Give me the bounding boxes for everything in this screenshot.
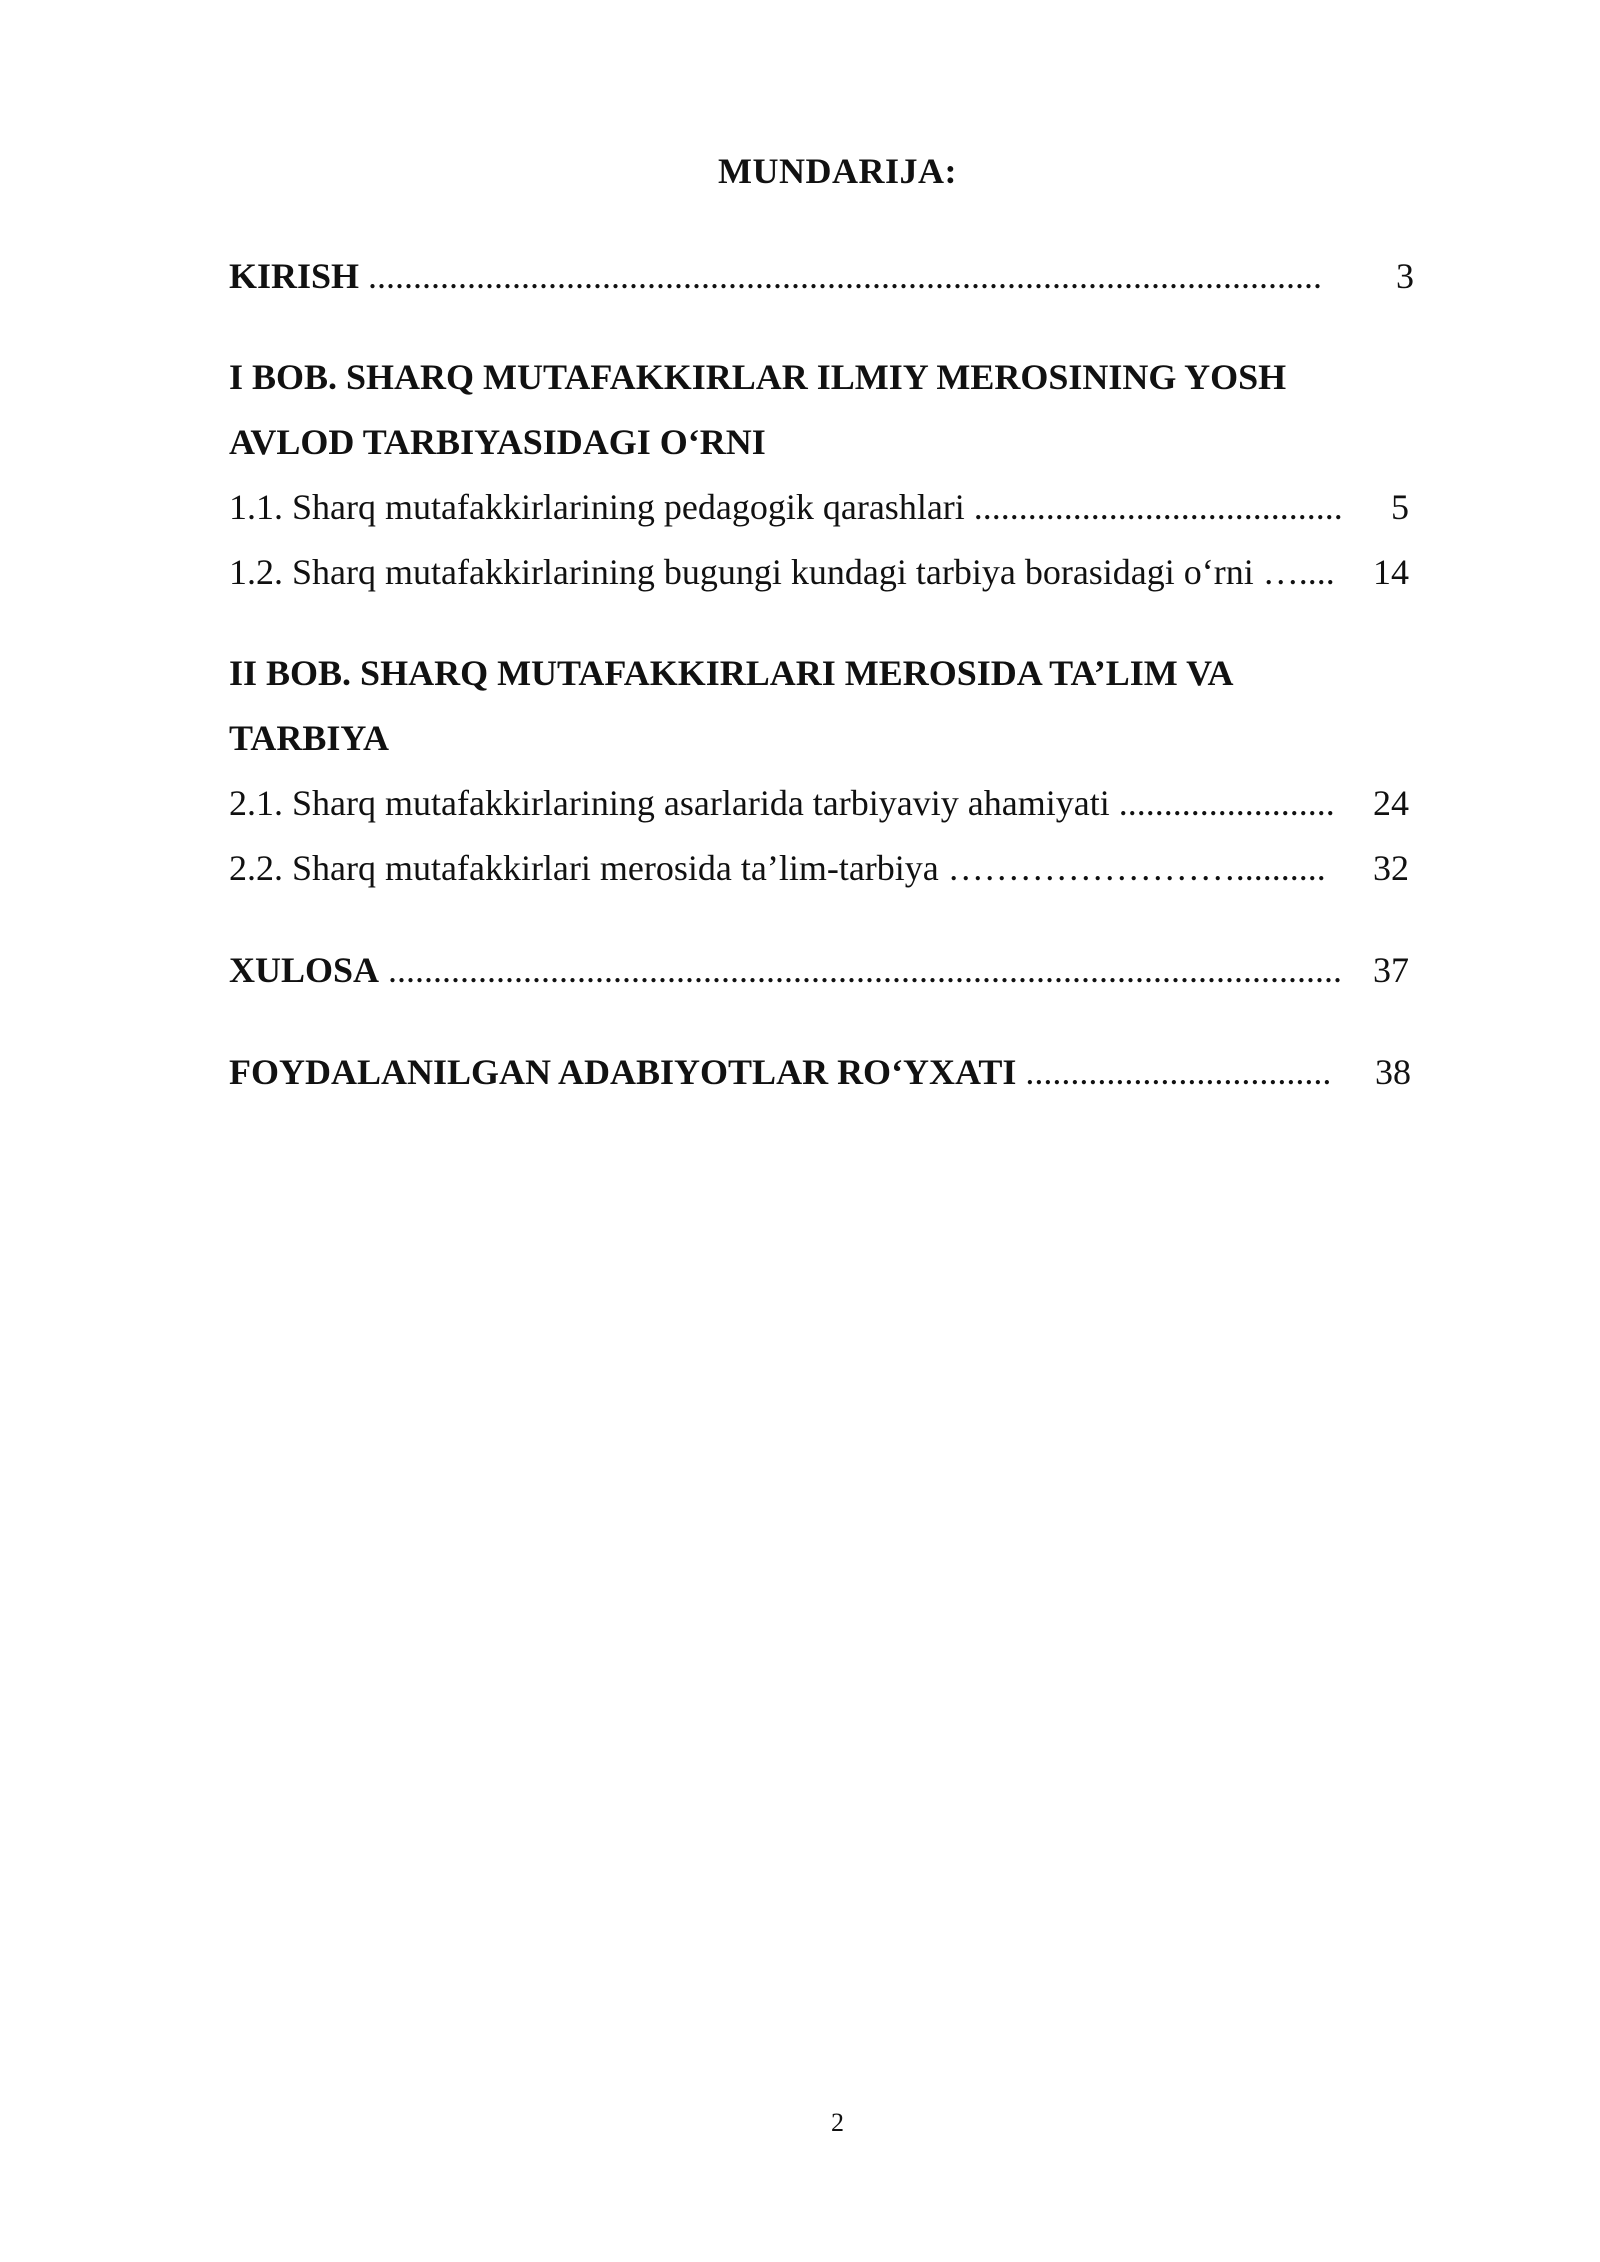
chapter-2-heading-line-1[interactable]: II BOB. SHARQ MUTAFAKKIRLARI MEROSIDA TA’LIM VA <box>229 653 1234 693</box>
toc-leader: ….... <box>1253 552 1335 592</box>
toc-leader: ......................................... <box>964 487 1343 527</box>
toc-page-number: 38 <box>1375 1052 1411 1092</box>
toc-entry-label: 1.2. Sharq mutafakkirlarining bugungi kundagi tarbiya borasidagi o‘rni <box>229 552 1254 592</box>
toc-entry-2-2[interactable] <box>229 846 1409 890</box>
toc-page-number: 24 <box>1373 783 1409 823</box>
toc-page-number: 3 <box>1396 256 1414 296</box>
toc-entry-label: 2.2. Sharq mutafakkirlari merosida ta’lim-tarbiya <box>229 848 939 888</box>
toc-entry-label: FOYDALANILGAN ADABIYOTLAR RO‘YXATI <box>229 1052 1017 1092</box>
toc-leader: .......................................................................................................... <box>359 256 1323 296</box>
toc-entry-xulosa[interactable] <box>229 948 1409 992</box>
toc-title: MUNDARIJA: <box>718 151 957 191</box>
toc-entry-references[interactable] <box>229 1050 1411 1094</box>
toc-leader: .................................. <box>1016 1052 1332 1092</box>
chapter-1-heading-line-1[interactable]: I BOB. SHARQ MUTAFAKKIRLAR ILMIY MEROSINING YOSH <box>229 357 1287 397</box>
toc-entry-1-2[interactable] <box>229 550 1409 594</box>
toc-page-number: 32 <box>1373 848 1409 888</box>
chapter-2-heading-line-2[interactable]: TARBIYA <box>229 718 390 758</box>
toc-entry-label: 1.1. Sharq mutafakkirlarining pedagogik qarashlari <box>229 487 965 527</box>
page-number: 2 <box>831 2108 844 2137</box>
toc-entry-label: KIRISH <box>229 256 360 296</box>
toc-leader: ........................ <box>1109 783 1335 823</box>
toc-leader: …………………….......... <box>938 848 1326 888</box>
toc-entry-kirish[interactable] <box>229 254 1414 298</box>
toc-page-number: 37 <box>1373 950 1409 990</box>
toc-entry-label: XULOSA <box>229 950 380 990</box>
toc-entry-2-1[interactable] <box>229 781 1409 825</box>
toc-entry-label: 2.1. Sharq mutafakkirlarining asarlarida tarbiyaviy ahamiyati <box>229 783 1110 823</box>
toc-page-number: 5 <box>1391 487 1409 527</box>
toc-page-number: 14 <box>1373 552 1409 592</box>
chapter-1-heading-line-2[interactable]: AVLOD TARBIYASIDAGI O‘RNI <box>229 422 766 462</box>
toc-leader: .......................................................................................................... <box>379 950 1343 990</box>
toc-entry-1-1[interactable] <box>229 485 1409 529</box>
